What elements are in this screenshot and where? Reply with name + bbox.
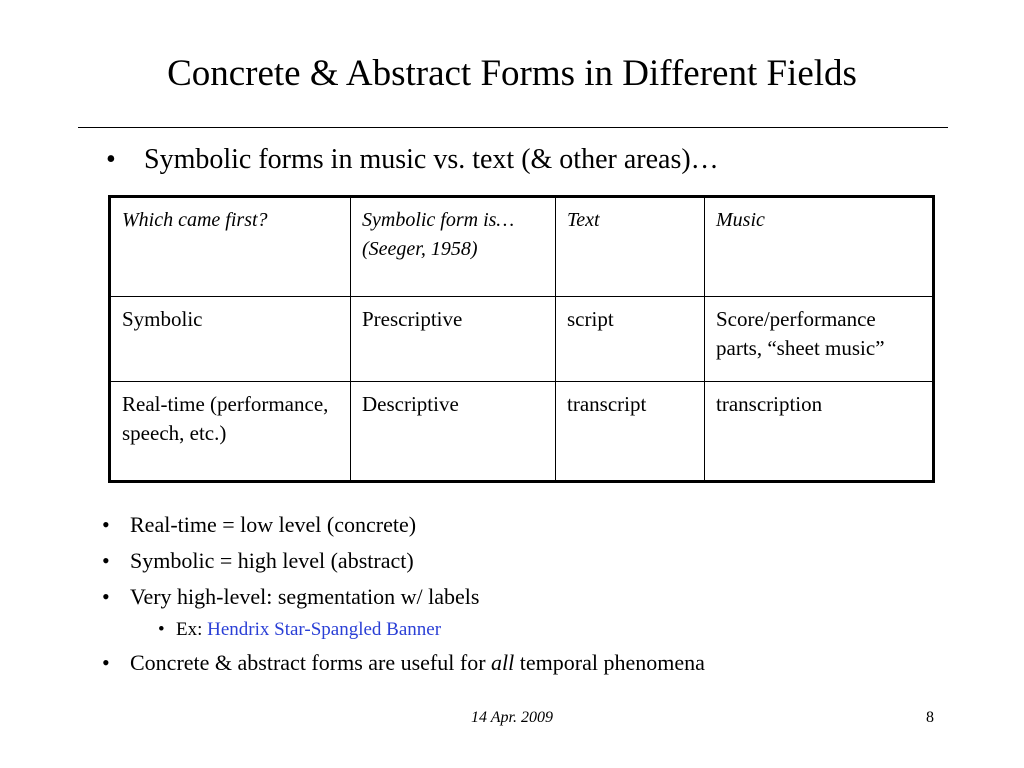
title-divider bbox=[78, 127, 948, 128]
sub-list-item bbox=[102, 615, 705, 645]
list-item bbox=[102, 507, 705, 543]
bullet-icon: • bbox=[106, 144, 116, 175]
footer-date: 14 Apr. 2009 bbox=[471, 709, 553, 726]
sub-bullet-prefix: Ex: bbox=[176, 619, 203, 640]
bullet-icon: • bbox=[102, 512, 110, 537]
header-cell-text: Text bbox=[556, 197, 705, 297]
list-item bbox=[102, 543, 705, 579]
table-cell: transcription bbox=[705, 382, 934, 482]
bullet-text-very-high-level: Very high-level: segmentation w/ labels bbox=[130, 584, 480, 609]
bullet-icon: • bbox=[102, 584, 110, 609]
table-row bbox=[110, 297, 934, 382]
table-cell: Score/performance parts, “sheet music” bbox=[705, 297, 934, 382]
slide-title: Concrete & Abstract Forms in Different Fields bbox=[167, 53, 857, 94]
bullet-emphasis: all bbox=[491, 650, 515, 675]
bullet-icon: • bbox=[102, 650, 110, 675]
bullet-icon: • bbox=[158, 619, 165, 640]
table-cell: Prescriptive bbox=[351, 297, 556, 382]
bullet-icon: • bbox=[102, 548, 110, 573]
list-item bbox=[102, 645, 705, 681]
forms-table bbox=[108, 195, 935, 483]
bullet-text-temporal: temporal phenomena bbox=[519, 650, 705, 675]
bullet-text-symbolic: Symbolic = high level (abstract) bbox=[130, 548, 414, 573]
table-cell: Real-time (performance, speech, etc.) bbox=[110, 382, 351, 482]
header-cell-music: Music bbox=[705, 197, 934, 297]
main-bullet bbox=[106, 140, 719, 180]
hendrix-link[interactable]: Hendrix Star-Spangled Banner bbox=[207, 619, 442, 640]
table-cell: script bbox=[556, 297, 705, 382]
table-cell: transcript bbox=[556, 382, 705, 482]
bullet-list bbox=[102, 507, 705, 681]
bullet-text-real-time: Real-time = low level (concrete) bbox=[130, 512, 417, 537]
table-header-row bbox=[110, 197, 934, 297]
list-item bbox=[102, 579, 705, 615]
table-cell: Descriptive bbox=[351, 382, 556, 482]
header-cell-symbolic-form: Symbolic form is… (Seeger, 1958) bbox=[351, 197, 556, 297]
table-cell: Symbolic bbox=[110, 297, 351, 382]
main-bullet-text: Symbolic forms in music vs. text (& other areas)… bbox=[144, 144, 719, 175]
table-row bbox=[110, 382, 934, 482]
bullet-text-concrete-abstract: Concrete & abstract forms are useful for bbox=[130, 650, 486, 675]
page-number: 8 bbox=[926, 709, 934, 726]
header-cell-which-came-first: Which came first? bbox=[110, 197, 351, 297]
